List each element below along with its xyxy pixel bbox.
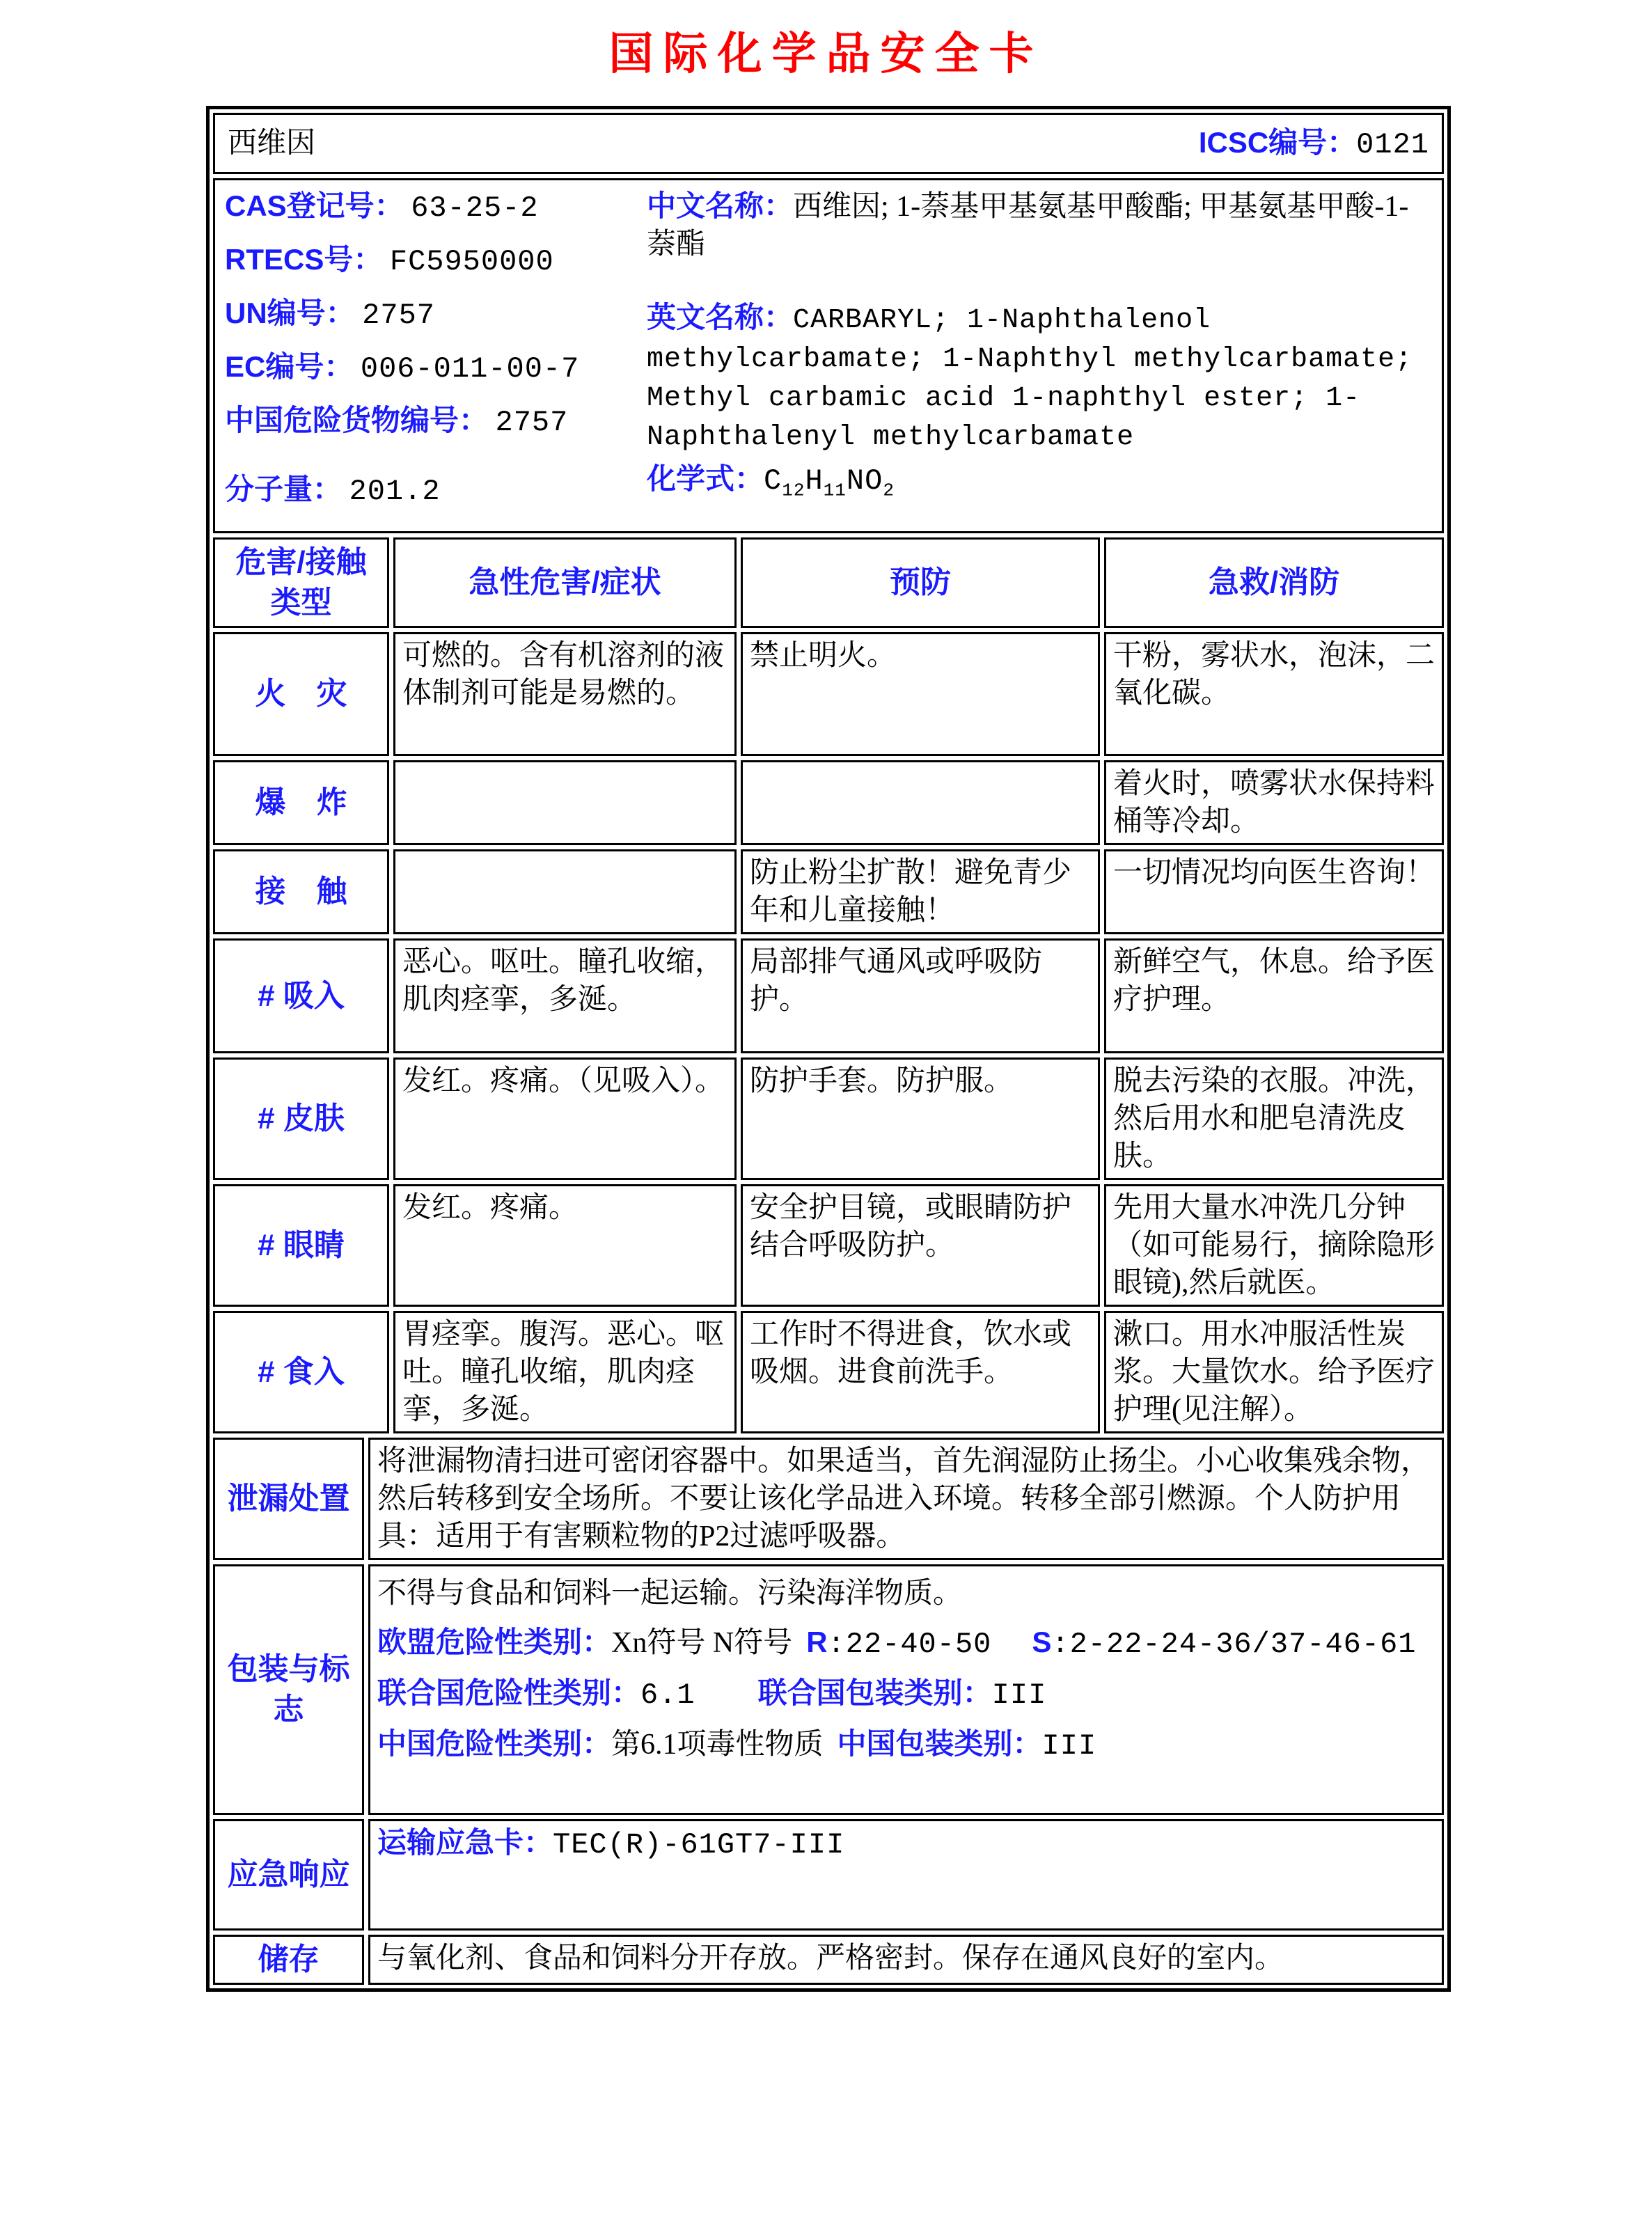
chinese-name-paragraph: [647, 187, 1432, 263]
ingestion-firstaid-cell: 漱口。用水冲服活性炭浆。大量饮水。给予医疗护理(见注解）。: [1104, 1311, 1444, 1433]
ingestion-prevention-cell: 工作时不得进食，饮水或吸烟。进食前洗手。: [741, 1311, 1100, 1433]
spill-label: 泄漏处置: [213, 1438, 364, 1560]
un-class-value: 6.1: [640, 1678, 695, 1712]
un-classification-line: [377, 1669, 1435, 1720]
formula-label: 化学式：: [647, 462, 764, 495]
formula-line: [647, 460, 1432, 500]
rtecs-value: FC5950000: [389, 245, 554, 278]
cn-dangerous-goods-line: [225, 402, 637, 441]
formula-no: NO: [846, 464, 883, 498]
formula-c: C: [764, 464, 782, 498]
eu-symbols: Xn符号 N符号: [611, 1627, 793, 1659]
packaging-row: [213, 1564, 1444, 1815]
chinese-name-value: 西维因; 1-萘基甲基氨基甲酸酯; 甲基氨基甲酸-1-萘酯: [647, 191, 1409, 260]
explosion-symptoms-cell: [393, 760, 737, 845]
formula-h: H: [805, 464, 824, 498]
emergency-content-cell: [368, 1819, 1444, 1931]
formula-o-sub: 2: [883, 480, 895, 501]
inhalation-symptoms-cell: 恶心。呕吐。瞳孔收缩，肌肉痉挛，多涎。: [393, 938, 737, 1053]
eyes-label: # 眼睛: [213, 1184, 389, 1307]
inhalation-prevention-cell: 局部排气通风或呼吸防护。: [741, 938, 1100, 1053]
ec-value: 006-011-00-7: [360, 352, 580, 386]
substance-name: 西维因: [228, 127, 316, 159]
un-pack-label: 联合国包装类别：: [757, 1676, 992, 1709]
info-row: [213, 178, 1444, 533]
eu-classification-line: [377, 1618, 1435, 1669]
r-phrase-label: R: [806, 1626, 828, 1658]
eu-classification-label: 欧盟危险性类别：: [377, 1626, 612, 1658]
packaging-label: 包装与标志: [213, 1564, 364, 1815]
header-acute-symptoms: 急性危害/症状: [393, 537, 737, 628]
emergency-row: [213, 1819, 1444, 1931]
un-value: 2757: [362, 299, 435, 332]
icsc-number-label: ICSC编号：: [1198, 125, 1357, 159]
header-prevention: 预防: [741, 537, 1100, 628]
inhalation-row: [213, 938, 1444, 1053]
un-line: [225, 294, 637, 334]
explosion-row: [213, 760, 1444, 845]
molecular-weight-label: 分子量：: [225, 473, 343, 505]
emergency-label: 应急响应: [213, 1819, 364, 1931]
packaging-content-cell: [368, 1564, 1444, 1815]
chinese-name-label: 中文名称：: [647, 189, 794, 222]
rtecs-line: [225, 241, 637, 281]
explosion-prevention-cell: [741, 760, 1100, 845]
cas-label: CAS登记号：: [225, 189, 404, 222]
name-row: [213, 113, 1444, 174]
cn-pack-label: 中国包装类别：: [837, 1727, 1042, 1760]
cn-dangerous-goods-label: 中国危险货物编号：: [225, 404, 489, 437]
inhalation-label: # 吸入: [213, 938, 389, 1053]
contact-row: [213, 849, 1444, 934]
storage-row: [213, 1935, 1444, 1985]
formula-h-sub: 11: [823, 480, 847, 501]
explosion-label: 爆 炸: [213, 760, 389, 845]
contact-prevention-cell: 防止粉尘扩散！避免青少年和儿童接触！: [741, 849, 1100, 934]
eyes-symptoms-cell: 发红。疼痛。: [393, 1184, 737, 1307]
skin-row: [213, 1058, 1444, 1180]
skin-symptoms-cell: 发红。疼痛。（见吸入）。: [393, 1058, 737, 1180]
eyes-prevention-cell: 安全护目镜，或眼睛防护结合呼吸防护。: [741, 1184, 1100, 1307]
ingestion-label: # 食入: [213, 1311, 389, 1433]
hazard-table-header-row: [213, 537, 1444, 628]
cn-class-value: 第6.1项毒性物质: [611, 1729, 824, 1761]
info-cell: [213, 178, 1444, 533]
cn-dangerous-goods-value: 2757: [495, 406, 569, 439]
cas-value: 63-25-2: [411, 191, 539, 225]
fire-symptoms-cell: 可燃的。含有机溶剂的液体制剂可能是易燃的。: [393, 632, 737, 756]
page-title: 国际化学品安全卡: [608, 29, 1044, 79]
skin-firstaid-cell: 脱去污染的衣服。冲洗，然后用水和肥皂清洗皮肤。: [1104, 1058, 1444, 1180]
fire-firstaid-cell: 干粉，雾状水，泡沫，二氧化碳。: [1104, 632, 1444, 756]
skin-prevention-cell: 防护手套。防护服。: [741, 1058, 1100, 1180]
r-phrase-value: :22-40-50: [827, 1628, 992, 1661]
un-pack-value: III: [991, 1678, 1047, 1712]
s-phrase-value: :2-22-24-36/37-46-61: [1051, 1628, 1417, 1661]
header-hazard-type: 危害/接触类型: [213, 537, 389, 628]
molecular-weight-value: 201.2: [349, 475, 441, 508]
ec-label: EC编号：: [225, 350, 354, 383]
formula-c-sub: 12: [782, 480, 805, 501]
fire-prevention-cell: 禁止明火。: [741, 632, 1100, 756]
skin-label: # 皮肤: [213, 1058, 389, 1180]
eyes-firstaid-cell: 先用大量水冲洗几分钟（如可能易行，摘除隐形眼镜),然后就医。: [1104, 1184, 1444, 1307]
cas-line: [225, 187, 637, 227]
cn-pack-value: III: [1041, 1729, 1097, 1763]
storage-label: 储存: [213, 1935, 364, 1985]
storage-text-cell: 与氧化剂、食品和饲料分开存放。严格密封。保存在通风良好的室内。: [368, 1935, 1444, 1985]
icsc-number-value: 0121: [1356, 127, 1429, 162]
un-class-label: 联合国危险性类别：: [377, 1676, 641, 1709]
molecular-weight-line: [225, 471, 637, 510]
ingestion-row: [213, 1311, 1444, 1433]
icsc-number: [1199, 124, 1429, 164]
un-label: UN编号：: [225, 297, 355, 329]
icsc-card: [206, 106, 1451, 1992]
ec-line: [225, 348, 637, 388]
fire-row: [213, 632, 1444, 756]
contact-symptoms-cell: [393, 849, 737, 934]
rtecs-label: RTECS号：: [225, 243, 383, 276]
transport-card-value: TEC(R)-61GT7-III: [553, 1828, 845, 1862]
names-block: [647, 187, 1432, 524]
transport-card-label: 运输应急卡：: [377, 1826, 553, 1859]
formula-value: [764, 464, 895, 501]
explosion-firstaid-cell: 着火时，喷雾状水保持料桶等冷却。: [1104, 760, 1444, 845]
spill-row: [213, 1438, 1444, 1560]
cn-class-label: 中国危险性类别：: [377, 1727, 612, 1760]
ingestion-symptoms-cell: 胃痉挛。腹泻。恶心。呕吐。瞳孔收缩，肌肉痉挛，多涎。: [393, 1311, 737, 1433]
contact-firstaid-cell: 一切情况均向医生咨询！: [1104, 849, 1444, 934]
eyes-row: [213, 1184, 1444, 1307]
s-phrase-label: S: [1032, 1626, 1052, 1658]
header-first-aid: 急救/消防: [1104, 537, 1444, 628]
english-name-paragraph: [647, 299, 1432, 456]
name-cell: [213, 113, 1444, 174]
packaging-transport-note: 不得与食品和饲料一起运输。污染海洋物质。: [377, 1578, 963, 1610]
contact-label: 接 触: [213, 849, 389, 934]
cn-classification-line: [377, 1720, 1435, 1770]
fire-label: 火 灾: [213, 632, 389, 756]
identifiers-block: [225, 187, 637, 524]
english-name-value: CARBARYL; 1-Naphthalenol methylcarbamate; 1-Naphthyl methylcarbamate; Methyl carbamic acid 1-naphthyl ester; 1-Naphthalenyl methylcarbamate: [647, 305, 1413, 453]
english-name-label: 英文名称：: [647, 301, 794, 333]
inhalation-firstaid-cell: 新鲜空气，休息。给予医疗护理。: [1104, 938, 1444, 1053]
spill-text-cell: 将泄漏物清扫进可密闭容器中。如果适当，首先润湿防止扬尘。小心收集残余物，然后转移到安全场所。不要让该化学品进入环境。转移全部引燃源。个人防护用具：适用于有害颗粒物的P2过滤呼吸器。: [368, 1438, 1444, 1560]
